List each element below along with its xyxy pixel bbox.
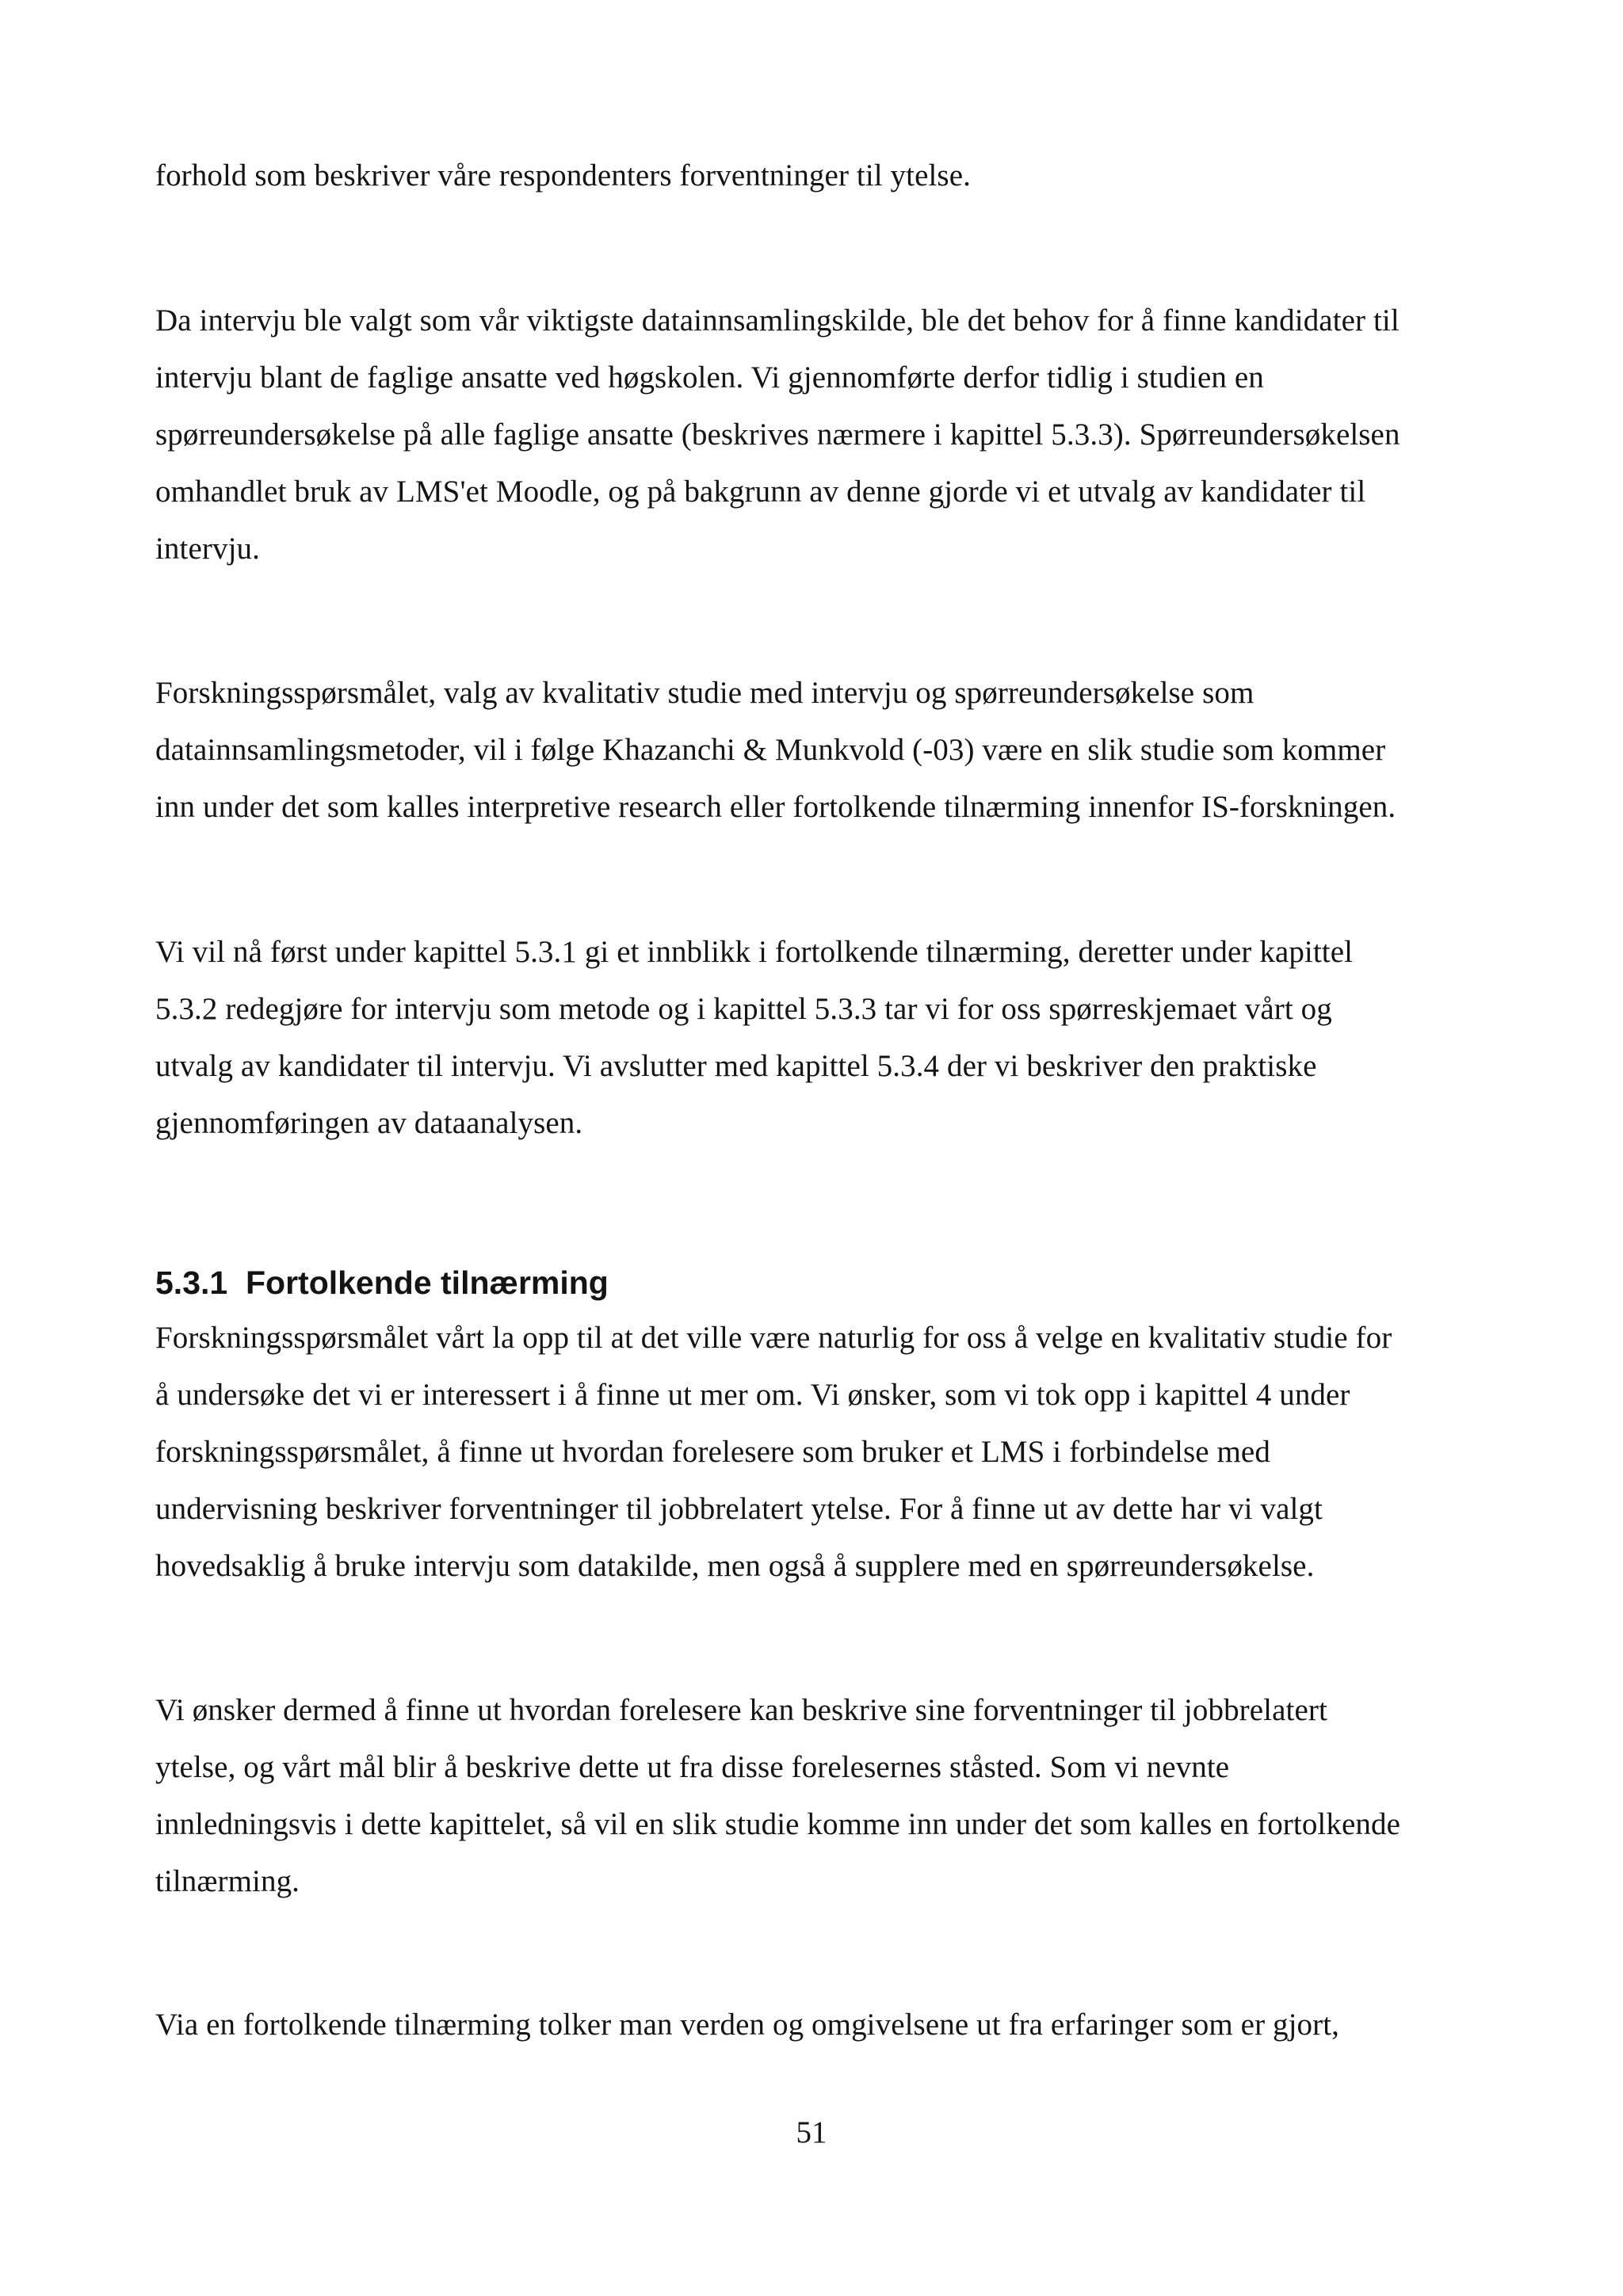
text-line: Vi ønsker dermed å finne ut hvordan forelesere kan beskrive sine forventninger til jobbrelatert [155, 1693, 1327, 1727]
text-line: ytelse, og vårt mål blir å beskrive dette ut fra disse forelesernes ståsted. Som vi nevnte [155, 1750, 1230, 1784]
text-line: Da intervju ble valgt som vår viktigste datainnsamlingskilde, ble det behov for å finne kandidater til [155, 303, 1400, 338]
text-line: spørreundersøkelse på alle faglige ansatte (beskrives nærmere i kapittel 5.3.3). Spørreundersøkelsen [155, 418, 1400, 452]
text-line: utvalg av kandidater til intervju. Vi avslutter med kapittel 5.3.4 der vi beskriver den praktiske [155, 1049, 1317, 1083]
text-line: intervju blant de faglige ansatte ved høgskolen. Vi gjennomførte derfor tidlig i studien en [155, 360, 1264, 395]
text-line: Via en fortolkende tilnærming tolker man verden og omgivelsene ut fra erfaringer som er gjort, [155, 2008, 1340, 2042]
text-line: Vi vil nå først under kapittel 5.3.1 gi et innblikk i fortolkende tilnærming, deretter under kapittel [155, 935, 1354, 969]
page-number: 51 [796, 2115, 827, 2149]
text-line: inn under det som kalles interpretive research eller fortolkende tilnærming innenfor IS-forskningen. [155, 790, 1396, 824]
text-line: intervju. [155, 532, 260, 566]
text-line: innledningsvis i dette kapittelet, så vil en slik studie komme inn under det som kalles en fortolkende [155, 1807, 1400, 1841]
text-line: gjennomføringen av dataanalysen. [155, 1106, 583, 1140]
text-line: forhold som beskriver våre respondenters forventninger til ytelse. [155, 158, 971, 193]
text-line: omhandlet bruk av LMS'et Moodle, og på bakgrunn av denne gjorde vi et utvalg av kandidater til [155, 475, 1366, 509]
section-number: 5.3.1 [155, 1264, 228, 1301]
text-line: 5.3.2 redegjøre for intervju som metode og i kapittel 5.3.3 tar vi for oss spørreskjemaet vårt og [155, 992, 1332, 1026]
text-line: datainnsamlingsmetoder, vil i følge Khazanchi & Munkvold (-03) være en slik studie som kommer [155, 733, 1386, 767]
text-line: hovedsaklig å bruke intervju som datakilde, men også å supplere med en spørreundersøkelse. [155, 1549, 1315, 1583]
section-title: Fortolkende tilnærming [246, 1264, 609, 1301]
text-line: forskningsspørsmålet, å finne ut hvordan forelesere som bruker et LMS i forbindelse med [155, 1435, 1270, 1469]
text-line: undervisning beskriver forventninger til jobbrelatert ytelse. For å finne ut av dette har vi valgt [155, 1492, 1323, 1526]
text-line: Forskningsspørsmålet, valg av kvalitativ studie med intervju og spørreundersøkelse som [155, 676, 1254, 710]
text-line: tilnærming. [155, 1864, 300, 1898]
text-line: Forskningsspørsmålet vårt la opp til at det ville være naturlig for oss å velge en kvalitativ studie for [155, 1321, 1392, 1355]
text-line: å undersøke det vi er interessert i å finne ut mer om. Vi ønsker, som vi tok opp i kapittel 4 under [155, 1378, 1350, 1412]
section-heading [155, 1263, 609, 1302]
